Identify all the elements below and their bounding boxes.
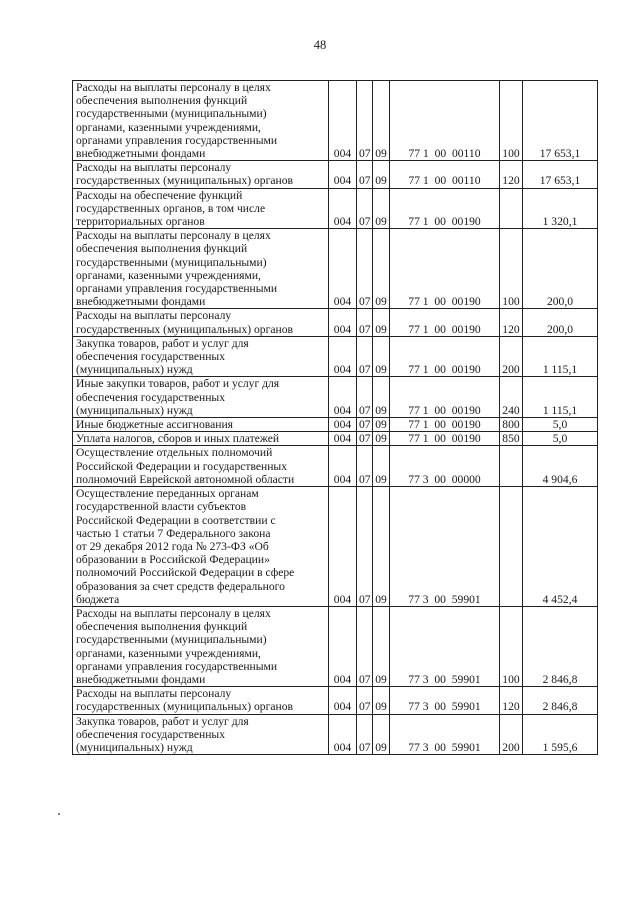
amount-cell: 4 452,4 (523, 487, 598, 607)
target-article-cell: 77 1 00 00110 (390, 81, 500, 161)
expense-type-cell: 100 (500, 81, 523, 161)
expense-name-line: Иные закупки товаров, работ и услуг для (76, 377, 280, 391)
expense-type-cell: 850 (500, 432, 523, 446)
subsection-code-cell: 09 (373, 161, 390, 188)
expense-type-cell (500, 446, 523, 487)
section-code-cell: 07 (357, 377, 373, 418)
expense-name-line: органами управления государственными (76, 133, 278, 147)
expense-name-line: обеспечения государственных (76, 390, 226, 404)
target-article-cell: 77 1 00 00110 (390, 161, 500, 188)
amount-cell: 1 595,6 (523, 714, 598, 755)
ministry-code-cell: 004 (329, 606, 357, 686)
expense-name-cell (73, 714, 329, 755)
expense-name-line: Уплата налогов, сборов и иных платежей (76, 432, 280, 446)
target-article-cell: 77 1 00 00190 (390, 418, 500, 432)
expense-name-line: Иные бюджетные ассигнования (76, 418, 233, 432)
expense-name-line: обеспечения государственных (76, 350, 226, 364)
expense-name-cell (73, 418, 329, 432)
expense-name-line: органами, казенными учреждениями, (76, 646, 261, 660)
section-code-cell: 07 (357, 161, 373, 188)
expense-name-cell (73, 446, 329, 487)
expense-name-line: Закупка товаров, работ и услуг для (76, 336, 249, 350)
amount-cell: 1 115,1 (523, 336, 598, 377)
expense-name-cell (73, 687, 329, 714)
section-code-cell: 07 (357, 229, 373, 309)
expense-name-line: Расходы на выплаты персоналу (76, 161, 232, 175)
table-row (73, 487, 598, 607)
subsection-code-cell: 09 (373, 606, 390, 686)
table-row (73, 446, 598, 487)
expense-name-line: территориальных органов (76, 215, 205, 229)
expense-name-cell (73, 188, 329, 229)
amount-cell: 1 115,1 (523, 377, 598, 418)
target-article-cell: 77 1 00 00190 (390, 309, 500, 336)
expense-name-line: полномочий Российской Федерации в сфере (76, 566, 295, 580)
ministry-code-cell: 004 (329, 714, 357, 755)
amount-cell: 200,0 (523, 229, 598, 309)
subsection-code-cell: 09 (373, 714, 390, 755)
expense-type-cell: 800 (500, 418, 523, 432)
target-article-cell: 77 3 00 59901 (390, 487, 500, 607)
subsection-code-cell: 09 (373, 336, 390, 377)
amount-cell: 200,0 (523, 309, 598, 336)
target-article-cell: 77 1 00 00190 (390, 188, 500, 229)
expense-name-cell (73, 81, 329, 161)
table-row (73, 188, 598, 229)
amount-cell: 1 320,1 (523, 188, 598, 229)
expense-name-cell (73, 487, 329, 607)
subsection-code-cell: 09 (373, 309, 390, 336)
expense-name-line: обеспечения выполнения функций (76, 94, 248, 108)
expense-name-cell (73, 606, 329, 686)
expense-name-line: государственными (муниципальными) (76, 107, 267, 121)
subsection-code-cell: 09 (373, 432, 390, 446)
expense-name-line: государственных (муниципальных) органов (76, 700, 293, 714)
expense-name-line: Российской Федерации и государственных (76, 459, 288, 473)
expense-name-line: образовании в Российской Федерации» (76, 553, 270, 567)
expense-name-cell (73, 161, 329, 188)
section-code-cell: 07 (357, 487, 373, 607)
expense-type-cell: 100 (500, 606, 523, 686)
expense-name-line: (муниципальных) нужд (76, 740, 193, 754)
table-row (73, 418, 598, 432)
expense-type-cell: 240 (500, 377, 523, 418)
expense-type-cell: 120 (500, 161, 523, 188)
expense-name-cell (73, 336, 329, 377)
target-article-cell: 77 1 00 00190 (390, 377, 500, 418)
expense-name-line: Расходы на выплаты персоналу (76, 687, 232, 701)
target-article-cell: 77 1 00 00190 (390, 336, 500, 377)
subsection-code-cell: 09 (373, 188, 390, 229)
expense-name-line: внебюджетными фондами (76, 147, 206, 161)
expense-type-cell: 200 (500, 714, 523, 755)
target-article-cell: 77 3 00 59901 (390, 687, 500, 714)
ministry-code-cell: 004 (329, 687, 357, 714)
table-row (73, 432, 598, 446)
target-article-cell: 77 1 00 00190 (390, 432, 500, 446)
section-code-cell: 07 (357, 446, 373, 487)
subsection-code-cell: 09 (373, 487, 390, 607)
expense-name-line: государственными (муниципальными) (76, 255, 267, 269)
expense-name-line: Расходы на выплаты персоналу (76, 309, 232, 323)
section-code-cell: 07 (357, 432, 373, 446)
expense-name-line: внебюджетными фондами (76, 295, 206, 309)
expense-name-line: (муниципальных) нужд (76, 403, 193, 417)
expense-name-line: органами управления государственными (76, 659, 278, 673)
table-row (73, 309, 598, 336)
ministry-code-cell: 004 (329, 188, 357, 229)
expense-name-line: государственных (муниципальных) органов (76, 174, 293, 188)
section-code-cell: 07 (357, 714, 373, 755)
expense-name-line: Расходы на выплаты персоналу в целях (76, 81, 271, 94)
expense-name-line: Российской Федерации в соответствии с (76, 513, 276, 527)
expense-name-line: полномочий Еврейской автономной области (76, 472, 295, 486)
subsection-code-cell: 09 (373, 229, 390, 309)
expense-name-line: государственных (муниципальных) органов (76, 322, 293, 336)
table-row (73, 161, 598, 188)
expense-name-line: государственными (муниципальными) (76, 633, 267, 647)
amount-cell: 2 846,8 (523, 687, 598, 714)
subsection-code-cell: 09 (373, 446, 390, 487)
expense-name-line: Расходы на выплаты персоналу в целях (76, 606, 271, 620)
table-row (73, 687, 598, 714)
expense-name-line: частью 1 статьи 7 Федерального закона (76, 526, 271, 540)
expense-name-line: бюджета (76, 592, 120, 606)
expense-name-line: Осуществление отдельных полномочий (76, 446, 273, 460)
ministry-code-cell: 004 (329, 336, 357, 377)
expense-type-cell (500, 487, 523, 607)
table-row (73, 229, 598, 309)
section-code-cell: 07 (357, 606, 373, 686)
ministry-code-cell: 004 (329, 487, 357, 607)
expense-name-line: образования за счет средств федерального (76, 579, 285, 593)
expense-name-line: обеспечения выполнения функций (76, 242, 248, 256)
section-code-cell: 07 (357, 418, 373, 432)
ministry-code-cell: 004 (329, 418, 357, 432)
expense-type-cell: 120 (500, 687, 523, 714)
subsection-code-cell: 09 (373, 81, 390, 161)
expense-type-cell (500, 188, 523, 229)
expense-name-line: органами управления государственными (76, 282, 278, 296)
expense-name-line: внебюджетными фондами (76, 672, 206, 686)
expense-name-line: (муниципальных) нужд (76, 363, 193, 377)
subsection-code-cell: 09 (373, 377, 390, 418)
ministry-code-cell: 004 (329, 229, 357, 309)
ministry-code-cell: 004 (329, 309, 357, 336)
amount-cell: 4 904,6 (523, 446, 598, 487)
expense-name-line: органами, казенными учреждениями, (76, 120, 261, 134)
amount-cell: 2 846,8 (523, 606, 598, 686)
target-article-cell: 77 3 00 59901 (390, 606, 500, 686)
expense-name-line: Расходы на обеспечение функций (76, 188, 243, 202)
expense-name-cell (73, 309, 329, 336)
amount-cell: 5,0 (523, 432, 598, 446)
section-code-cell: 07 (357, 687, 373, 714)
amount-cell: 5,0 (523, 418, 598, 432)
target-article-cell: 77 3 00 59901 (390, 714, 500, 755)
section-code-cell: 07 (357, 336, 373, 377)
expense-name-cell (73, 377, 329, 418)
expense-type-cell: 120 (500, 309, 523, 336)
ministry-code-cell: 004 (329, 446, 357, 487)
expense-name-line: от 29 декабря 2012 года № 273-ФЗ «Об (76, 539, 269, 553)
expense-name-cell (73, 432, 329, 446)
page-number: 48 (313, 38, 327, 52)
table-row (73, 714, 598, 755)
ministry-code-cell: 004 (329, 161, 357, 188)
amount-cell: 17 653,1 (523, 161, 598, 188)
expense-type-cell: 200 (500, 336, 523, 377)
expense-type-cell: 100 (500, 229, 523, 309)
expense-name-line: государственной власти субъектов (76, 500, 247, 514)
ministry-code-cell: 004 (329, 432, 357, 446)
expense-name-line: обеспечения государственных (76, 727, 226, 741)
expense-name-line: Расходы на выплаты персоналу в целях (76, 229, 271, 243)
table-row (73, 606, 598, 686)
section-code-cell: 07 (357, 309, 373, 336)
table-row (73, 377, 598, 418)
expense-name-cell (73, 229, 329, 309)
amount-cell: 17 653,1 (523, 81, 598, 161)
ministry-code-cell: 004 (329, 377, 357, 418)
expense-name-line: обеспечения выполнения функций (76, 620, 248, 634)
scan-speck (58, 813, 60, 815)
section-code-cell: 07 (357, 188, 373, 229)
expense-name-line: органами, казенными учреждениями, (76, 268, 261, 282)
ministry-code-cell: 004 (329, 81, 357, 161)
subsection-code-cell: 09 (373, 687, 390, 714)
budget-table (72, 80, 598, 755)
expense-name-line: Осуществление переданных органам (76, 487, 259, 501)
target-article-cell: 77 1 00 00190 (390, 229, 500, 309)
section-code-cell: 07 (357, 81, 373, 161)
expense-name-line: Закупка товаров, работ и услуг для (76, 714, 249, 728)
target-article-cell: 77 3 00 00000 (390, 446, 500, 487)
subsection-code-cell: 09 (373, 418, 390, 432)
expense-name-line: государственных органов, в том числе (76, 201, 266, 215)
table-row (73, 336, 598, 377)
table-row (73, 81, 598, 161)
